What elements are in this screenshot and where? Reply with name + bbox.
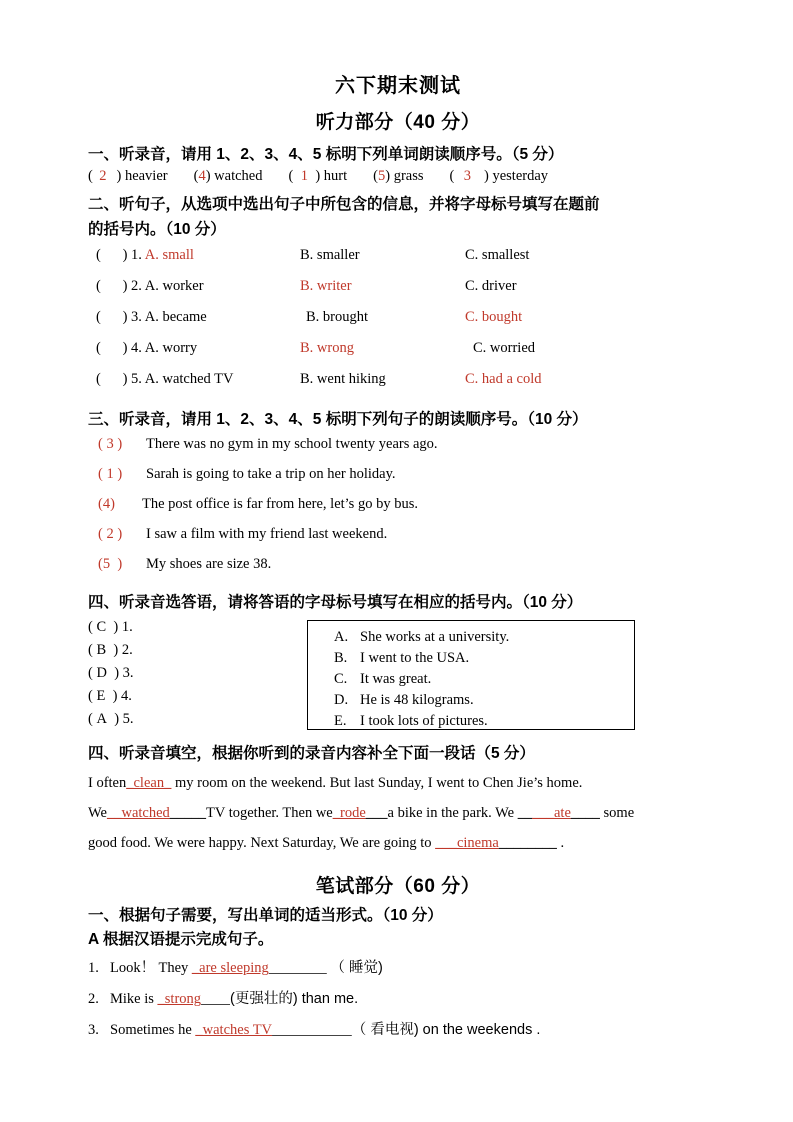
passage-text: a bike in the park. We	[387, 805, 518, 821]
option-text: I went to the USA.	[360, 650, 470, 667]
list-item	[88, 436, 708, 466]
section4-heading: 四、听录音选答语，请将答语的字母标号填写在相应的括号内。（10 分）	[88, 593, 583, 611]
section1-heading: 一、听录音，请用 1、2、3、4、5 标明下列单词朗读顺序号。（5 分）	[88, 145, 564, 163]
option-text: She works at a university.	[360, 629, 510, 646]
passage-text: good food. We were happy. Next Saturday, We are going to	[88, 835, 436, 852]
list-item: ( B ) 2.	[88, 642, 133, 659]
option-b[interactable]: B. went hiking	[300, 371, 386, 388]
item-hint: （ 看电视) on the weekends .	[351, 1021, 541, 1038]
answer-bracket: ( 2 )	[98, 525, 123, 542]
cloze-blank[interactable]: _rode	[332, 805, 366, 821]
option-text: It was great.	[360, 671, 432, 688]
answer-value: A	[96, 711, 107, 728]
question-stem: ( ) 5. A. watched TV	[96, 371, 234, 388]
answer-value: 3	[106, 435, 114, 452]
word-label: watched	[214, 168, 263, 185]
answer-blank[interactable]: _are sleeping	[191, 959, 269, 976]
option-letter: C.	[334, 671, 348, 688]
answer-blank[interactable]: _watches TV	[195, 1021, 273, 1038]
item-hint: （ 睡觉)	[330, 959, 383, 976]
word-label: grass	[393, 168, 424, 185]
passage-text: my room on the weekend. But last Sunday, I went to Chen Jie’s home.	[171, 774, 583, 791]
list-item	[308, 711, 634, 732]
answer-value: 5	[378, 168, 386, 185]
list-item: ( E ) 4.	[88, 688, 132, 705]
option-b[interactable]: B. wrong	[300, 340, 354, 357]
option-letter: A.	[334, 629, 349, 646]
section3-heading: 三、听录音，请用 1、2、3、4、5 标明下列句子的朗读顺序号。（10 分）	[88, 411, 588, 429]
list-item: ( A ) 5.	[88, 711, 134, 728]
cloze-passage	[88, 768, 708, 859]
cloze-line	[88, 828, 708, 858]
blank-tail[interactable]	[201, 991, 230, 1007]
table-row	[88, 247, 708, 278]
answer-options-box	[307, 620, 635, 730]
item-hint: (更强壮的) than me.	[230, 990, 359, 1007]
page-content	[88, 0, 708, 1050]
question-number: 1.	[131, 247, 142, 264]
written-items	[88, 957, 708, 1050]
answer-bracket: (5 )	[98, 555, 123, 572]
section3-items	[88, 436, 708, 586]
question-number: 4.	[131, 340, 142, 357]
blank-tail[interactable]	[272, 1022, 352, 1038]
question-number: 1.	[121, 619, 133, 636]
passage-text: We	[88, 805, 107, 821]
question-number: 3.	[122, 665, 134, 682]
written-sub-heading: A 根据汉语提示完成句子。	[88, 931, 274, 949]
answer-bracket: ( 3 )	[98, 435, 123, 452]
item-prefix: Look！ They	[110, 959, 192, 976]
option-a[interactable]: A. watched TV	[144, 371, 234, 388]
cloze-blank[interactable]: ___ate	[532, 805, 571, 821]
cloze-blank-tail[interactable]: _____	[169, 805, 207, 821]
item-number: 2.	[88, 990, 99, 1007]
cloze-blank-tail[interactable]: ____	[570, 805, 600, 821]
passage-text: TV together. Then we	[206, 805, 333, 821]
word-label: hurt	[323, 168, 348, 185]
section2-heading-line2: 的括号内。（10 分）	[88, 220, 226, 238]
answer-value: 2	[106, 525, 114, 542]
option-letter: B.	[334, 650, 348, 667]
list-item	[88, 466, 708, 496]
list-item	[88, 496, 708, 526]
question-number: 4.	[121, 688, 132, 705]
section5-heading: 四、听录音填空，根据你听到的录音内容补全下面一段话（5 分）	[88, 745, 535, 763]
option-c[interactable]: C. driver	[465, 278, 517, 295]
question-number: 5.	[122, 711, 134, 728]
answer-value: 1	[106, 465, 114, 482]
list-item	[88, 957, 708, 988]
cloze-line	[88, 798, 708, 828]
option-text: I took lots of pictures.	[360, 713, 488, 730]
list-item	[88, 988, 708, 1019]
question-stem: ( ) 2. A. worker	[96, 278, 204, 295]
section4-body	[88, 616, 708, 741]
question-number: 2.	[121, 642, 133, 659]
list-item	[308, 690, 634, 711]
answer-bracket: (4)	[98, 495, 115, 512]
passage-text: I often	[88, 774, 127, 791]
option-c[interactable]: C. worried	[473, 340, 536, 357]
option-c[interactable]: C. smallest	[465, 247, 530, 264]
section2-choices	[88, 247, 708, 402]
answer-value: 4	[102, 495, 111, 512]
list-item: ( 3 ) yesterday	[449, 168, 549, 185]
table-row	[88, 309, 708, 340]
table-row	[88, 278, 708, 309]
section4-questions	[88, 616, 134, 731]
passage-text: some	[599, 805, 635, 821]
sentence-text: I saw a film with my friend last weekend.	[146, 525, 388, 542]
cloze-blank-tail[interactable]: ___	[365, 805, 388, 821]
answer-value: D	[96, 665, 107, 682]
question-number: 3.	[131, 309, 142, 326]
answer-value: 4	[198, 168, 206, 185]
answer-value: B	[96, 642, 107, 659]
option-a[interactable]: A. small	[144, 247, 194, 264]
cloze-blank-lead: __	[517, 805, 533, 821]
written-section1-heading: 一、根据句子需要，写出单词的适当形式。（10 分）	[88, 906, 443, 924]
option-letter: E.	[334, 713, 347, 730]
blank-tail[interactable]	[269, 960, 327, 976]
section1-items	[88, 168, 708, 185]
question-number: 5.	[131, 371, 142, 388]
answer-value: 1	[300, 168, 308, 185]
answer-value: E	[96, 688, 106, 705]
answer-value: 2	[99, 168, 107, 185]
option-a[interactable]: A. became	[144, 309, 207, 326]
cloze-line	[88, 768, 708, 798]
item-number: 3.	[88, 1021, 99, 1038]
option-a[interactable]: A. worry	[144, 340, 198, 357]
list-item	[88, 556, 708, 586]
list-item: ( 2 ) heavier	[88, 168, 168, 185]
list-item: (5) grass	[373, 168, 424, 185]
list-item: ( 1 ) hurt	[288, 168, 348, 185]
table-row	[88, 371, 708, 402]
option-b[interactable]: B. smaller	[300, 247, 360, 264]
question-stem: ( ) 4. A. worry	[96, 340, 198, 357]
answer-blank[interactable]: _strong	[157, 990, 202, 1007]
option-a[interactable]: A. worker	[144, 278, 204, 295]
list-item: ( C ) 1.	[88, 619, 133, 636]
option-c[interactable]: C. had a cold	[465, 371, 542, 388]
sentence-text: Sarah is going to take a trip on her holiday.	[146, 465, 396, 482]
cloze-blank[interactable]: ___cinema	[435, 835, 499, 852]
list-item: (4) watched	[193, 168, 263, 185]
cloze-blank[interactable]: __watched	[106, 805, 170, 821]
answer-value: 5	[102, 555, 111, 572]
cloze-blank[interactable]: _clean_	[126, 774, 172, 791]
word-label: yesterday	[492, 168, 549, 185]
question-stem: ( ) 3. A. became	[96, 309, 207, 326]
question-stem: ( ) 1. A. small	[96, 247, 194, 264]
list-item	[308, 648, 634, 669]
question-number: 2.	[131, 278, 142, 295]
page-title: 六下期末测试	[335, 75, 461, 97]
sentence-text: My shoes are size 38.	[146, 555, 272, 572]
option-b[interactable]: B. brought	[306, 309, 369, 326]
list-item: ( D ) 3.	[88, 665, 134, 682]
written-part-title: 笔试部分（60 分）	[315, 875, 481, 897]
option-text: He is 48 kilograms.	[360, 692, 474, 709]
sentence-text: There was no gym in my school twenty years ago.	[146, 435, 438, 452]
cloze-blank-tail[interactable]: ________	[498, 835, 557, 852]
list-item	[88, 1019, 708, 1050]
option-letter: D.	[334, 692, 349, 709]
option-b[interactable]: B. writer	[300, 278, 352, 295]
item-prefix: Mike is	[110, 990, 158, 1007]
item-prefix: Sometimes he	[110, 1021, 196, 1038]
word-label: heavier	[124, 168, 168, 185]
listening-part-title: 听力部分（40 分）	[315, 112, 481, 133]
section2-heading-line1: 二、听句子，从选项中选出句子中所包含的信息，并将字母标号填写在题前	[88, 196, 600, 214]
item-number: 1.	[88, 959, 99, 976]
table-row	[88, 340, 708, 371]
list-item	[308, 669, 634, 690]
list-item	[88, 526, 708, 556]
option-c[interactable]: C. bought	[465, 309, 523, 326]
sentence-text: The post office is far from here, let’s go by bus.	[142, 495, 418, 512]
answer-bracket: ( 1 )	[98, 465, 123, 482]
list-item	[308, 627, 634, 648]
answer-value: C	[96, 619, 107, 636]
answer-value: 3	[463, 168, 471, 185]
passage-text: .	[556, 835, 565, 852]
